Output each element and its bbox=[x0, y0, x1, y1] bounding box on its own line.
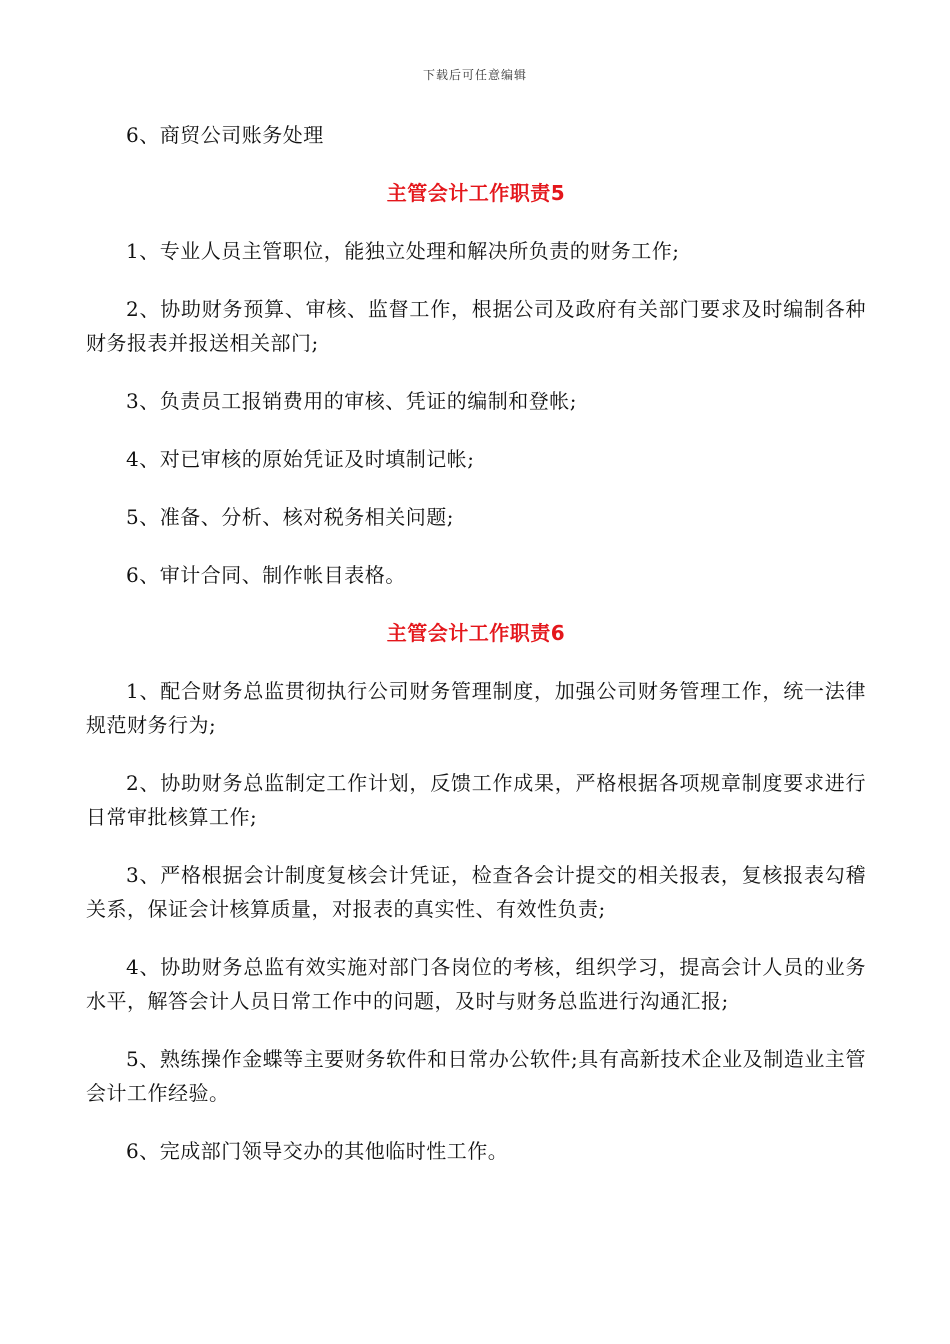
paragraph: 5、准备、分析、核对税务相关问题; bbox=[126, 505, 454, 529]
section-heading: 主管会计工作职责6 bbox=[386, 621, 566, 645]
document-body bbox=[86, 118, 866, 1192]
paragraph: 4、协助财务总监有效实施对部门各岗位的考核，组织学习，提高会计人员的业务水平，解答会计人员日常工作中的问题，及时与财务总监进行沟通汇报; bbox=[86, 955, 866, 1013]
paragraph: 3、严格根据会计制度复核会计凭证，检查各会计提交的相关报表，复核报表勾稽关系，保证会计核算质量，对报表的真实性、有效性负责; bbox=[86, 863, 866, 921]
paragraph: 1、专业人员主管职位，能独立处理和解决所负责的财务工作; bbox=[126, 239, 680, 263]
section-heading: 主管会计工作职责5 bbox=[386, 181, 566, 205]
paragraph: 6、审计合同、制作帐目表格。 bbox=[126, 563, 406, 587]
paragraph: 5、熟练操作金蝶等主要财务软件和日常办公软件;具有高新技术企业及制造业主管会计工作经验。 bbox=[86, 1047, 866, 1105]
paragraph: 4、对已审核的原始凭证及时填制记帐; bbox=[126, 447, 475, 471]
paragraph: 1、配合财务总监贯彻执行公司财务管理制度，加强公司财务管理工作，统一法律规范财务行为; bbox=[86, 679, 866, 737]
page-header-note: 下载后可任意编辑 bbox=[422, 68, 527, 82]
paragraph: 3、负责员工报销费用的审核、凭证的编制和登帐; bbox=[126, 389, 577, 413]
paragraph: 2、协助财务总监制定工作计划，反馈工作成果，严格根据各项规章制度要求进行日常审批核算工作; bbox=[86, 771, 866, 829]
paragraph: 6、完成部门领导交办的其他临时性工作。 bbox=[126, 1139, 509, 1163]
paragraph: 6、商贸公司账务处理 bbox=[126, 123, 324, 147]
paragraph: 2、协助财务预算、审核、监督工作，根据公司及政府有关部门要求及时编制各种财务报表并报送相关部门; bbox=[86, 297, 866, 355]
